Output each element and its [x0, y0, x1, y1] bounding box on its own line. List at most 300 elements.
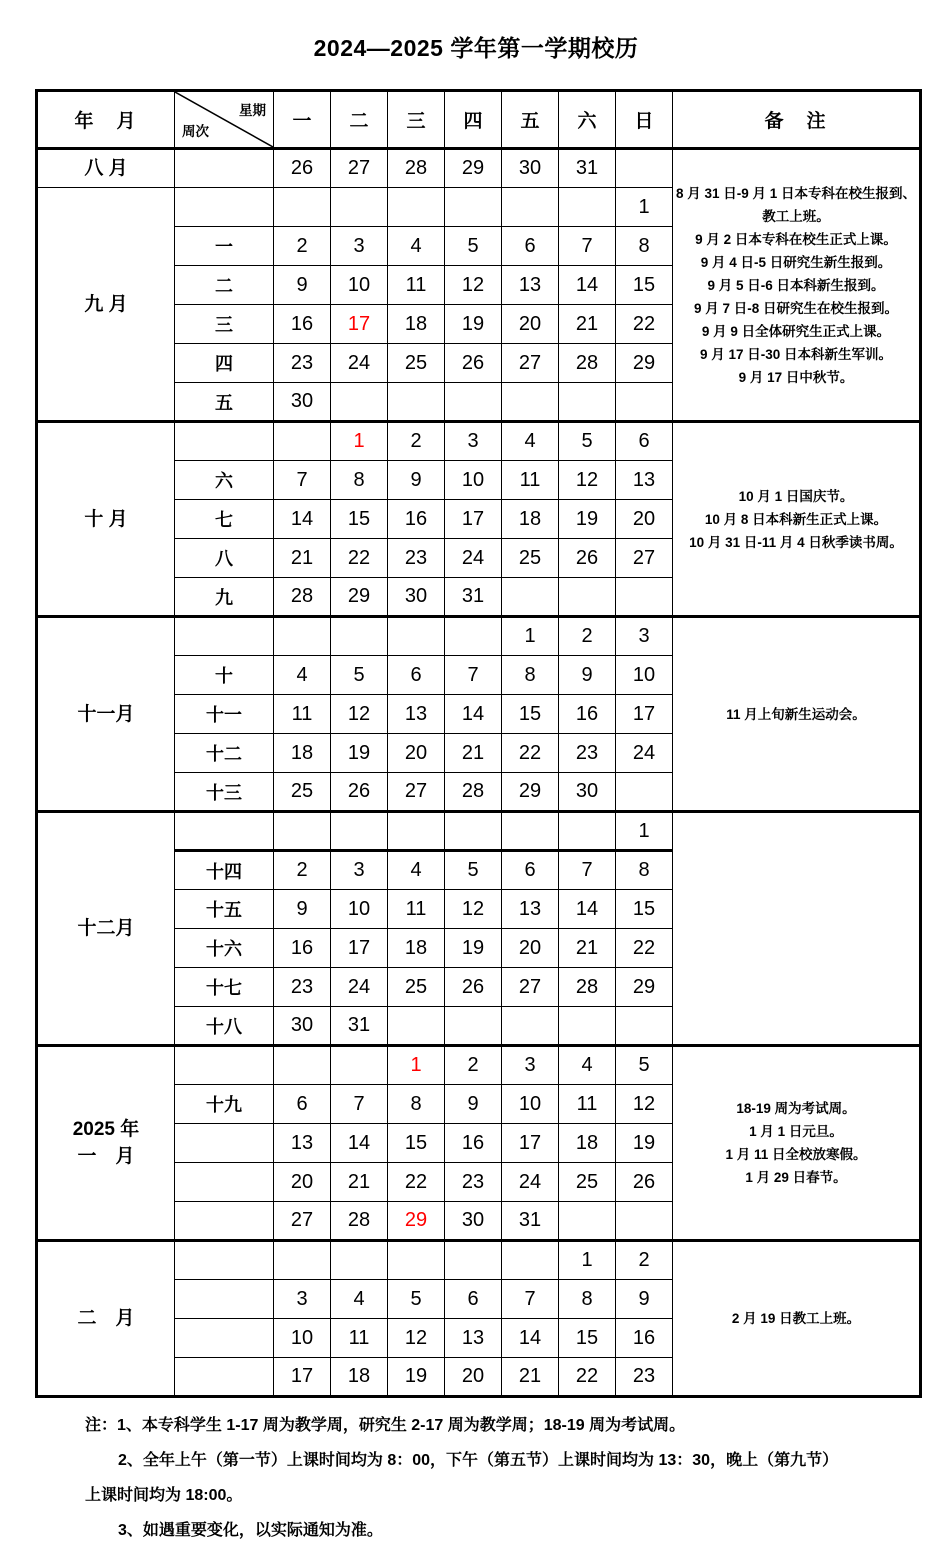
- remark-line: 9 月 17 日中秋节。: [738, 369, 854, 385]
- date-cell: [274, 422, 331, 461]
- date-cell: 13: [502, 890, 559, 929]
- date-cell: 6: [274, 1085, 331, 1124]
- date-cell: 3: [331, 227, 388, 266]
- date-cell: 6: [502, 227, 559, 266]
- remark-line: 10 月 8 日本科新生正式上课。: [704, 511, 888, 527]
- week-number-cell: [175, 422, 274, 461]
- date-cell: 7: [274, 461, 331, 500]
- week-number-cell: 六: [175, 461, 274, 500]
- date-cell: 31: [445, 578, 502, 617]
- date-cell: [274, 617, 331, 656]
- date-cell: 10: [502, 1085, 559, 1124]
- date-cell: 28: [274, 578, 331, 617]
- date-cell: 23: [445, 1163, 502, 1202]
- date-cell: 15: [559, 1319, 616, 1358]
- date-cell: 23: [388, 539, 445, 578]
- date-cell: 5: [331, 656, 388, 695]
- date-cell: 15: [502, 695, 559, 734]
- date-cell: 6: [445, 1280, 502, 1319]
- month-label-line: 九 月: [84, 293, 128, 315]
- remark-line: 18-19 周为考试周。: [736, 1101, 856, 1116]
- date-cell: 12: [616, 1085, 673, 1124]
- week-number-cell: [175, 1202, 274, 1241]
- date-cell: 10: [331, 266, 388, 305]
- date-cell: 14: [445, 695, 502, 734]
- date-cell: 1: [331, 422, 388, 461]
- date-cell: [274, 812, 331, 851]
- date-cell: [274, 1046, 331, 1085]
- date-cell: [616, 1007, 673, 1046]
- date-cell: 29: [331, 578, 388, 617]
- date-cell: [445, 188, 502, 227]
- remark-line: 2 月 19 日教工上班。: [731, 1311, 861, 1326]
- date-cell: [274, 1241, 331, 1280]
- date-cell: 5: [445, 851, 502, 890]
- date-cell: [274, 188, 331, 227]
- month-cell: [37, 812, 175, 1046]
- date-cell: 24: [445, 539, 502, 578]
- date-cell: 15: [388, 1124, 445, 1163]
- date-cell: 22: [388, 1163, 445, 1202]
- date-cell: 6: [388, 656, 445, 695]
- week-number-cell: 十六: [175, 929, 274, 968]
- remark-cell: [673, 812, 921, 1046]
- date-cell: 2: [274, 851, 331, 890]
- year-month-header: 年 月: [37, 91, 175, 149]
- date-cell: 3: [616, 617, 673, 656]
- remarks-header: 备 注: [673, 91, 921, 149]
- date-cell: 19: [331, 734, 388, 773]
- date-cell: 12: [388, 1319, 445, 1358]
- date-cell: 31: [559, 149, 616, 188]
- date-cell: 17: [616, 695, 673, 734]
- date-cell: 23: [559, 734, 616, 773]
- date-cell: [616, 383, 673, 422]
- date-cell: 11: [331, 1319, 388, 1358]
- date-cell: 18: [331, 1358, 388, 1397]
- remark-line: 9 月 17 日-30 日本科新生军训。: [699, 346, 893, 362]
- footer-note-line: 上课时间均为 18:00。: [85, 1487, 243, 1504]
- date-cell: 26: [331, 773, 388, 812]
- date-cell: 29: [502, 773, 559, 812]
- weekday-header: 五: [502, 91, 559, 149]
- date-cell: [388, 383, 445, 422]
- remark-line: 10 月 1 日国庆节。: [738, 488, 854, 504]
- remark-line: 9 月 5 日-6 日本科新生报到。: [707, 277, 885, 293]
- date-cell: 7: [502, 1280, 559, 1319]
- date-cell: 14: [502, 1319, 559, 1358]
- date-cell: 5: [445, 227, 502, 266]
- date-cell: 16: [559, 695, 616, 734]
- date-cell: [502, 578, 559, 617]
- date-cell: 19: [388, 1358, 445, 1397]
- date-cell: 5: [388, 1280, 445, 1319]
- date-cell: 13: [445, 1319, 502, 1358]
- month-cell: [37, 188, 175, 422]
- remark-line: 9 月 2 日本专科在校生正式上课。: [695, 231, 897, 247]
- month-cell: [37, 1046, 175, 1241]
- date-cell: 14: [559, 890, 616, 929]
- week-number-cell: 九: [175, 578, 274, 617]
- month-label-line: 二 月: [77, 1308, 135, 1329]
- date-cell: 26: [616, 1163, 673, 1202]
- date-cell: 16: [274, 929, 331, 968]
- date-cell: 9: [616, 1280, 673, 1319]
- date-cell: 21: [559, 305, 616, 344]
- remark-line: 10 月 31 日-11 月 4 日秋季读书周。: [689, 534, 903, 550]
- month-label-line: 一 月: [77, 1146, 135, 1167]
- date-cell: 15: [616, 266, 673, 305]
- date-cell: 16: [274, 305, 331, 344]
- remark-cell: [673, 1241, 921, 1397]
- date-cell: 22: [502, 734, 559, 773]
- date-cell: 5: [559, 422, 616, 461]
- date-cell: 19: [616, 1124, 673, 1163]
- week-number-cell: [175, 1241, 274, 1280]
- week-number-cell: 十九: [175, 1085, 274, 1124]
- date-cell: [331, 812, 388, 851]
- week-number-cell: 一: [175, 227, 274, 266]
- date-cell: 26: [274, 149, 331, 188]
- week-number-cell: [175, 1358, 274, 1397]
- date-cell: 8: [616, 851, 673, 890]
- date-cell: 9: [274, 890, 331, 929]
- header-row: [37, 91, 921, 149]
- remark-line: 1 月 1 日元旦。: [749, 1124, 843, 1139]
- date-cell: 23: [616, 1358, 673, 1397]
- date-cell: [559, 812, 616, 851]
- date-cell: 17: [331, 929, 388, 968]
- date-cell: 1: [388, 1046, 445, 1085]
- date-cell: 4: [388, 227, 445, 266]
- date-cell: [331, 1046, 388, 1085]
- date-cell: 10: [445, 461, 502, 500]
- date-cell: 29: [616, 344, 673, 383]
- month-label-line: 八 月: [84, 158, 128, 179]
- date-cell: 7: [445, 656, 502, 695]
- date-cell: 11: [502, 461, 559, 500]
- date-cell: 19: [445, 305, 502, 344]
- calendar-row: [37, 149, 921, 188]
- date-cell: 30: [274, 383, 331, 422]
- calendar-row: [37, 422, 921, 461]
- date-cell: 12: [445, 266, 502, 305]
- date-cell: 26: [445, 344, 502, 383]
- date-cell: 17: [445, 500, 502, 539]
- date-cell: 2: [274, 227, 331, 266]
- date-cell: 31: [502, 1202, 559, 1241]
- date-cell: 4: [502, 422, 559, 461]
- date-cell: 12: [331, 695, 388, 734]
- date-cell: 14: [331, 1124, 388, 1163]
- date-cell: 25: [559, 1163, 616, 1202]
- week-number-cell: 四: [175, 344, 274, 383]
- date-cell: 1: [616, 188, 673, 227]
- week-number-cell: 三: [175, 305, 274, 344]
- date-cell: 22: [616, 929, 673, 968]
- weekday-header: 日: [616, 91, 673, 149]
- calendar-row: [37, 617, 921, 656]
- date-cell: 27: [502, 344, 559, 383]
- date-cell: 20: [445, 1358, 502, 1397]
- date-cell: 18: [388, 305, 445, 344]
- date-cell: 13: [274, 1124, 331, 1163]
- date-cell: 22: [616, 305, 673, 344]
- date-cell: 8: [559, 1280, 616, 1319]
- date-cell: 11: [559, 1085, 616, 1124]
- date-cell: 28: [388, 149, 445, 188]
- date-cell: 14: [274, 500, 331, 539]
- weekday-header: 三: [388, 91, 445, 149]
- week-number-cell: [175, 1319, 274, 1358]
- date-cell: [559, 383, 616, 422]
- date-cell: [388, 1007, 445, 1046]
- remark-line: 11 月上旬新生运动会。: [726, 706, 866, 722]
- date-cell: 3: [445, 422, 502, 461]
- date-cell: 24: [502, 1163, 559, 1202]
- week-number-corner-label: 周次: [182, 124, 209, 139]
- week-number-cell: [175, 812, 274, 851]
- remark-line: 教工上班。: [762, 208, 830, 224]
- remark-line: 9 月 9 日全体研究生正式上课。: [701, 323, 891, 339]
- date-cell: [388, 812, 445, 851]
- date-cell: [445, 1241, 502, 1280]
- date-cell: 16: [388, 500, 445, 539]
- date-cell: [502, 812, 559, 851]
- week-number-cell: 二: [175, 266, 274, 305]
- date-cell: [502, 1007, 559, 1046]
- date-cell: 9: [274, 266, 331, 305]
- remark-line: 1 月 11 日全校放寒假。: [725, 1147, 867, 1162]
- date-cell: 22: [559, 1358, 616, 1397]
- date-cell: 3: [274, 1280, 331, 1319]
- date-cell: 7: [331, 1085, 388, 1124]
- date-cell: 20: [502, 305, 559, 344]
- month-cell: [37, 1241, 175, 1397]
- month-label-line: 十 月: [84, 508, 128, 530]
- week-number-cell: 八: [175, 539, 274, 578]
- week-number-cell: [175, 1163, 274, 1202]
- date-cell: 18: [274, 734, 331, 773]
- date-cell: [388, 1241, 445, 1280]
- date-cell: 28: [331, 1202, 388, 1241]
- date-cell: 30: [559, 773, 616, 812]
- date-cell: 8: [388, 1085, 445, 1124]
- week-number-cell: [175, 617, 274, 656]
- date-cell: 26: [559, 539, 616, 578]
- date-cell: 1: [616, 812, 673, 851]
- date-cell: 25: [274, 773, 331, 812]
- date-cell: 17: [274, 1358, 331, 1397]
- date-cell: [559, 188, 616, 227]
- date-cell: 7: [559, 851, 616, 890]
- date-cell: [616, 149, 673, 188]
- date-cell: 1: [559, 1241, 616, 1280]
- weekday-corner-label: 星期: [239, 103, 266, 118]
- date-cell: 25: [502, 539, 559, 578]
- date-cell: 31: [331, 1007, 388, 1046]
- date-cell: 27: [388, 773, 445, 812]
- remark-line: 9 月 7 日-8 日研究生在校生报到。: [693, 300, 899, 316]
- week-number-cell: [175, 1046, 274, 1085]
- date-cell: 19: [559, 500, 616, 539]
- date-cell: [502, 188, 559, 227]
- weekday-header: 一: [274, 91, 331, 149]
- date-cell: [388, 188, 445, 227]
- date-cell: [331, 383, 388, 422]
- date-cell: 24: [331, 344, 388, 383]
- footer-note-line: 3、如遇重要变化，以实际通知为准。: [118, 1522, 383, 1539]
- week-number-cell: 十三: [175, 773, 274, 812]
- date-cell: 12: [445, 890, 502, 929]
- month-cell: [37, 149, 175, 188]
- date-cell: 1: [502, 617, 559, 656]
- week-number-cell: [175, 188, 274, 227]
- calendar-row: [37, 1241, 921, 1280]
- date-cell: 21: [331, 1163, 388, 1202]
- calendar-row: [37, 812, 921, 851]
- date-cell: 9: [445, 1085, 502, 1124]
- date-cell: 13: [616, 461, 673, 500]
- date-cell: 27: [274, 1202, 331, 1241]
- date-cell: [331, 188, 388, 227]
- date-cell: 27: [502, 968, 559, 1007]
- date-cell: [445, 617, 502, 656]
- date-cell: 18: [388, 929, 445, 968]
- date-cell: [559, 1007, 616, 1046]
- date-cell: 2: [445, 1046, 502, 1085]
- date-cell: 25: [388, 968, 445, 1007]
- remark-line: 8 月 31 日-9 月 1 日本专科在校生报到、: [675, 185, 917, 201]
- week-number-cell: 五: [175, 383, 274, 422]
- date-cell: 10: [616, 656, 673, 695]
- date-cell: 21: [559, 929, 616, 968]
- date-cell: 8: [616, 227, 673, 266]
- week-number-cell: 十四: [175, 851, 274, 890]
- date-cell: 24: [331, 968, 388, 1007]
- date-cell: 6: [502, 851, 559, 890]
- date-cell: 20: [274, 1163, 331, 1202]
- date-cell: 9: [559, 656, 616, 695]
- page-title: 2024—2025 学年第一学期校历: [313, 35, 639, 61]
- date-cell: 2: [388, 422, 445, 461]
- month-label-line: 2025 年: [72, 1119, 140, 1140]
- date-cell: 11: [388, 890, 445, 929]
- week-number-cell: 十一: [175, 695, 274, 734]
- date-cell: [616, 1202, 673, 1241]
- date-cell: 28: [559, 968, 616, 1007]
- date-cell: 4: [388, 851, 445, 890]
- date-cell: 11: [274, 695, 331, 734]
- week-weekday-corner-cell: [175, 91, 274, 149]
- date-cell: 6: [616, 422, 673, 461]
- weekday-header: 六: [559, 91, 616, 149]
- month-label-line: 十一月: [77, 703, 135, 725]
- date-cell: 3: [502, 1046, 559, 1085]
- date-cell: 2: [616, 1241, 673, 1280]
- date-cell: 18: [502, 500, 559, 539]
- date-cell: 28: [445, 773, 502, 812]
- footer-notes: [85, 1408, 925, 1542]
- date-cell: 27: [331, 149, 388, 188]
- date-cell: [445, 383, 502, 422]
- calendar-row: [37, 1046, 921, 1085]
- date-cell: 12: [559, 461, 616, 500]
- date-cell: 4: [559, 1046, 616, 1085]
- date-cell: 27: [616, 539, 673, 578]
- date-cell: 15: [616, 890, 673, 929]
- date-cell: 13: [388, 695, 445, 734]
- week-number-cell: 十八: [175, 1007, 274, 1046]
- week-number-cell: [175, 1124, 274, 1163]
- date-cell: 8: [331, 461, 388, 500]
- remark-cell: [673, 149, 921, 422]
- date-cell: 23: [274, 968, 331, 1007]
- month-cell: [37, 617, 175, 812]
- date-cell: [502, 1241, 559, 1280]
- date-cell: 23: [274, 344, 331, 383]
- week-number-cell: [175, 149, 274, 188]
- date-cell: 21: [502, 1358, 559, 1397]
- date-cell: 19: [445, 929, 502, 968]
- date-cell: 20: [502, 929, 559, 968]
- date-cell: 29: [445, 149, 502, 188]
- date-cell: 3: [331, 851, 388, 890]
- date-cell: 26: [445, 968, 502, 1007]
- date-cell: [559, 1202, 616, 1241]
- date-cell: 9: [388, 461, 445, 500]
- date-cell: 15: [331, 500, 388, 539]
- date-cell: [616, 578, 673, 617]
- date-cell: 4: [331, 1280, 388, 1319]
- date-cell: 22: [331, 539, 388, 578]
- date-cell: [502, 383, 559, 422]
- date-cell: 25: [388, 344, 445, 383]
- weekday-header: 四: [445, 91, 502, 149]
- calendar-table: [35, 89, 922, 1398]
- date-cell: [331, 1241, 388, 1280]
- date-cell: 28: [559, 344, 616, 383]
- footer-note-line: 注：1、本专科学生 1-17 周为教学周，研究生 2-17 周为教学周；18-19 周为考试周。: [85, 1417, 686, 1434]
- week-number-cell: 十: [175, 656, 274, 695]
- week-number-cell: 七: [175, 500, 274, 539]
- date-cell: 30: [445, 1202, 502, 1241]
- date-cell: 7: [559, 227, 616, 266]
- date-cell: 8: [502, 656, 559, 695]
- remark-cell: [673, 422, 921, 617]
- date-cell: 30: [502, 149, 559, 188]
- date-cell: 18: [559, 1124, 616, 1163]
- date-cell: 16: [445, 1124, 502, 1163]
- date-cell: 30: [274, 1007, 331, 1046]
- week-number-cell: 十二: [175, 734, 274, 773]
- date-cell: 10: [274, 1319, 331, 1358]
- month-label-line: 十二月: [77, 918, 135, 939]
- date-cell: 10: [331, 890, 388, 929]
- date-cell: [559, 578, 616, 617]
- date-cell: 14: [559, 266, 616, 305]
- week-number-cell: 十七: [175, 968, 274, 1007]
- date-cell: 2: [559, 617, 616, 656]
- remark-cell: [673, 617, 921, 812]
- date-cell: [445, 1007, 502, 1046]
- date-cell: 4: [274, 656, 331, 695]
- remark-cell: [673, 1046, 921, 1241]
- date-cell: [388, 617, 445, 656]
- remark-line: 9 月 4 日-5 日研究生新生报到。: [700, 254, 892, 270]
- week-number-cell: 十五: [175, 890, 274, 929]
- date-cell: 5: [616, 1046, 673, 1085]
